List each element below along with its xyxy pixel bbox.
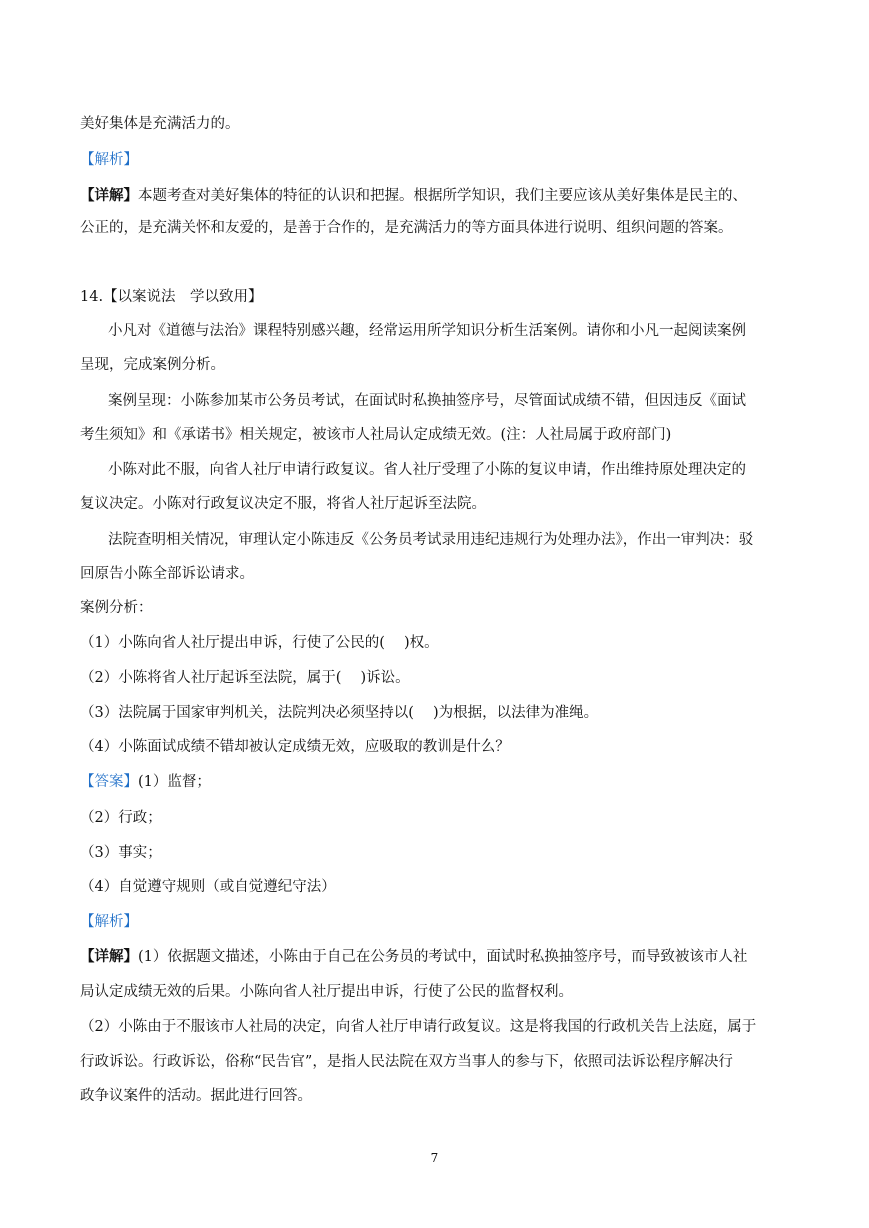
text-line [80, 186, 792, 206]
paragraph-line: 呈现，完成案例分析。 [80, 357, 225, 373]
page-number: 7 [430, 1151, 439, 1165]
question-heading: 14.【以案说法 学以致用】 [80, 289, 263, 305]
detail-label: 【详解】 [80, 187, 138, 204]
detail-line: 行政诉讼。行政诉讼，俗称“民告官”，是指人民法院在双方当事人的参与下，依照司法诉讼程序解决行 [80, 1054, 733, 1070]
paragraph-line: 法院查明相关情况，审理认定小陈违反《公务员考试录用违纪违规行为处理办法》，作出一审判决：驳 [108, 532, 754, 548]
paragraph-line: 考生须知》和《承诺书》相关规定，被该市人社局认定成绩无效。(注：人社局属于政府部门) [80, 427, 672, 443]
detail-label: 【详解】 [80, 948, 138, 965]
answer-line: （3）事实； [80, 845, 162, 861]
analysis-label: 【解析】 [80, 914, 138, 930]
paragraph-line: 案例呈现：小陈参加某市公务员考试，在面试时私换抽签序号，尽管面试成绩不错，但因违反《面试 [108, 393, 746, 409]
sub-question: （1）小陈向省人社厅提出申诉，行使了公民的( )权。 [80, 635, 439, 651]
detail-line [80, 947, 792, 967]
paragraph-line: 回原告小陈全部诉讼请求。 [80, 566, 254, 582]
answer-line [80, 772, 792, 792]
text-line: 公正的，是充满关怀和友爱的，是善于合作的，是充满活力的等方面具体进行说明、组织问题的答案。 [80, 220, 733, 236]
answer-label: 【答案】 [80, 774, 138, 790]
sub-question: （3）法院属于国家审判机关，法院判决必须坚持以( )为根据，以法律为准绳。 [80, 705, 599, 721]
paragraph-line: 小陈对此不服，向省人社厅申请行政复议。省人社厅受理了小陈的复议申请，作出维持原处理决定的 [108, 462, 746, 478]
answer-text: (1）监督； [138, 774, 211, 790]
case-analysis-label: 案例分析： [80, 600, 153, 616]
sub-question: （2）小陈将省人社厅起诉至法院，属于( )诉讼。 [80, 670, 410, 686]
paragraph-line: 小凡对《道德与法治》课程特别感兴趣，经常运用所学知识分析生活案例。请你和小凡一起阅读案例 [108, 323, 746, 339]
answer-line: （4）自觉遵守规则（或自觉遵纪守法） [80, 879, 336, 895]
analysis-label: 【解析】 [80, 152, 138, 168]
paragraph-line: 复议决定。小陈对行政复议决定不服，将省人社厅起诉至法院。 [80, 496, 486, 512]
detail-line: 局认定成绩无效的后果。小陈向省人社厅提出申诉，行使了公民的监督权利。 [80, 984, 573, 1000]
sub-question: （4）小陈面试成绩不错却被认定成绩无效，应吸取的教训是什么？ [80, 739, 510, 755]
detail-text: (1）依据题文描述，小陈由于自己在公务员的考试中，面试时私换抽签序号，而导致被该市人社 [138, 949, 748, 965]
detail-line: 政争议案件的活动。据此进行回答。 [80, 1088, 312, 1104]
detail-line: （2）小陈由于不服该市人社局的决定，向省人社厅申请行政复议。这是将我国的行政机关告上法庭，属于 [80, 1019, 757, 1035]
text-line: 美好集体是充满活力的。 [80, 116, 240, 132]
answer-line: （2）行政； [80, 810, 162, 826]
detail-text: 本题考查对美好集体的特征的认识和把握。根据所学知识，我们主要应该从美好集体是民主的、 [138, 188, 747, 204]
